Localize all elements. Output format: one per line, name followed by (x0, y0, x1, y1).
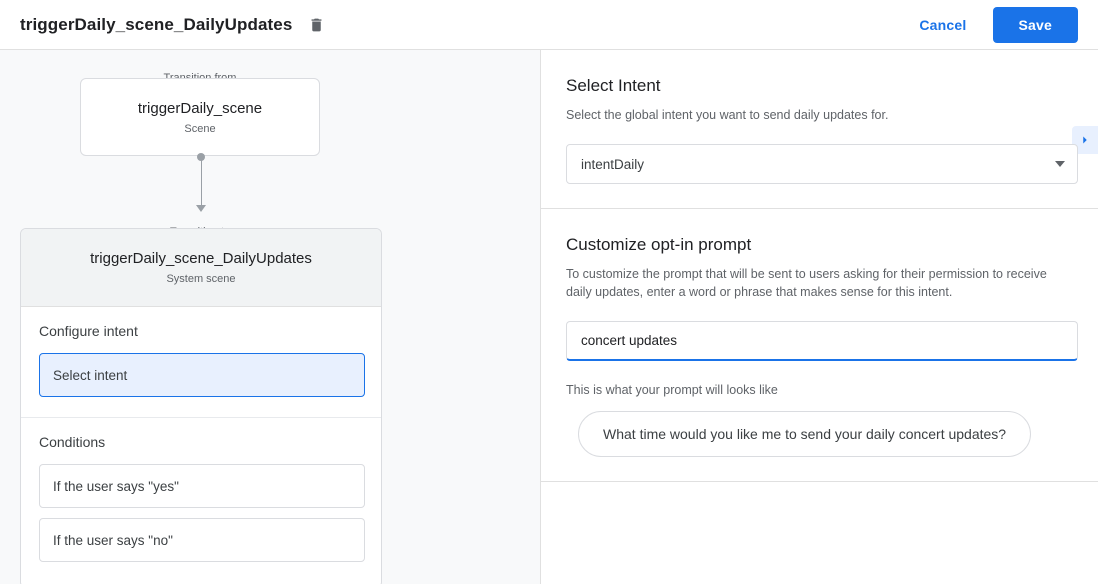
chevron-down-icon (1055, 161, 1065, 167)
save-button[interactable]: Save (993, 7, 1079, 43)
select-intent-item[interactable]: Select intent (39, 353, 365, 397)
node-to-title: triggerDaily_scene_DailyUpdates (90, 250, 312, 267)
conditions-section (21, 417, 381, 582)
intent-select[interactable] (566, 144, 1078, 184)
select-intent-heading: Select Intent (566, 76, 661, 95)
customize-prompt-heading: Customize opt-in prompt (566, 235, 752, 255)
connector-line (201, 160, 202, 208)
opt-in-phrase-input[interactable] (566, 321, 1078, 361)
top-bar (0, 0, 1098, 50)
list-item[interactable]: If the user says "yes" (39, 464, 365, 508)
cancel-button[interactable]: Cancel (907, 9, 978, 41)
node-to-header[interactable] (21, 229, 381, 307)
top-bar-actions (907, 7, 1098, 43)
intent-select-value: intentDaily (581, 156, 645, 172)
node-to-subtitle: System scene (166, 273, 236, 285)
configure-intent-title: Configure intent (39, 323, 138, 339)
select-intent-description: Select the global intent you want to send daily updates for. (566, 108, 889, 122)
list-item[interactable]: If the user says "no" (39, 518, 365, 562)
customize-prompt-description: To customize the prompt that will be sent to users asking for their permission to receive daily updates, enter a word or phrase that makes sense for this intent. (566, 267, 1047, 300)
customize-prompt-panel (541, 209, 1098, 482)
delete-icon[interactable] (304, 13, 328, 37)
details-pane (541, 50, 1098, 584)
connector-arrowhead (196, 205, 206, 212)
page-title: triggerDaily_scene_DailyUpdates (20, 14, 293, 34)
connector-arrow (194, 150, 208, 220)
configure-intent-section (21, 307, 381, 417)
conditions-title: Conditions (39, 434, 106, 450)
prompt-preview-hint: This is what your prompt will looks like (566, 383, 778, 398)
node-transition-to (20, 228, 382, 584)
select-intent-panel (541, 50, 1098, 209)
node-from-title: triggerDaily_scene (137, 99, 263, 117)
prompt-preview-bubble: What time would you like me to send your daily concert updates? (578, 411, 1031, 457)
node-from-subtitle: Scene (184, 122, 216, 135)
scene-graph-canvas (0, 50, 541, 584)
node-transition-from[interactable] (80, 78, 320, 156)
